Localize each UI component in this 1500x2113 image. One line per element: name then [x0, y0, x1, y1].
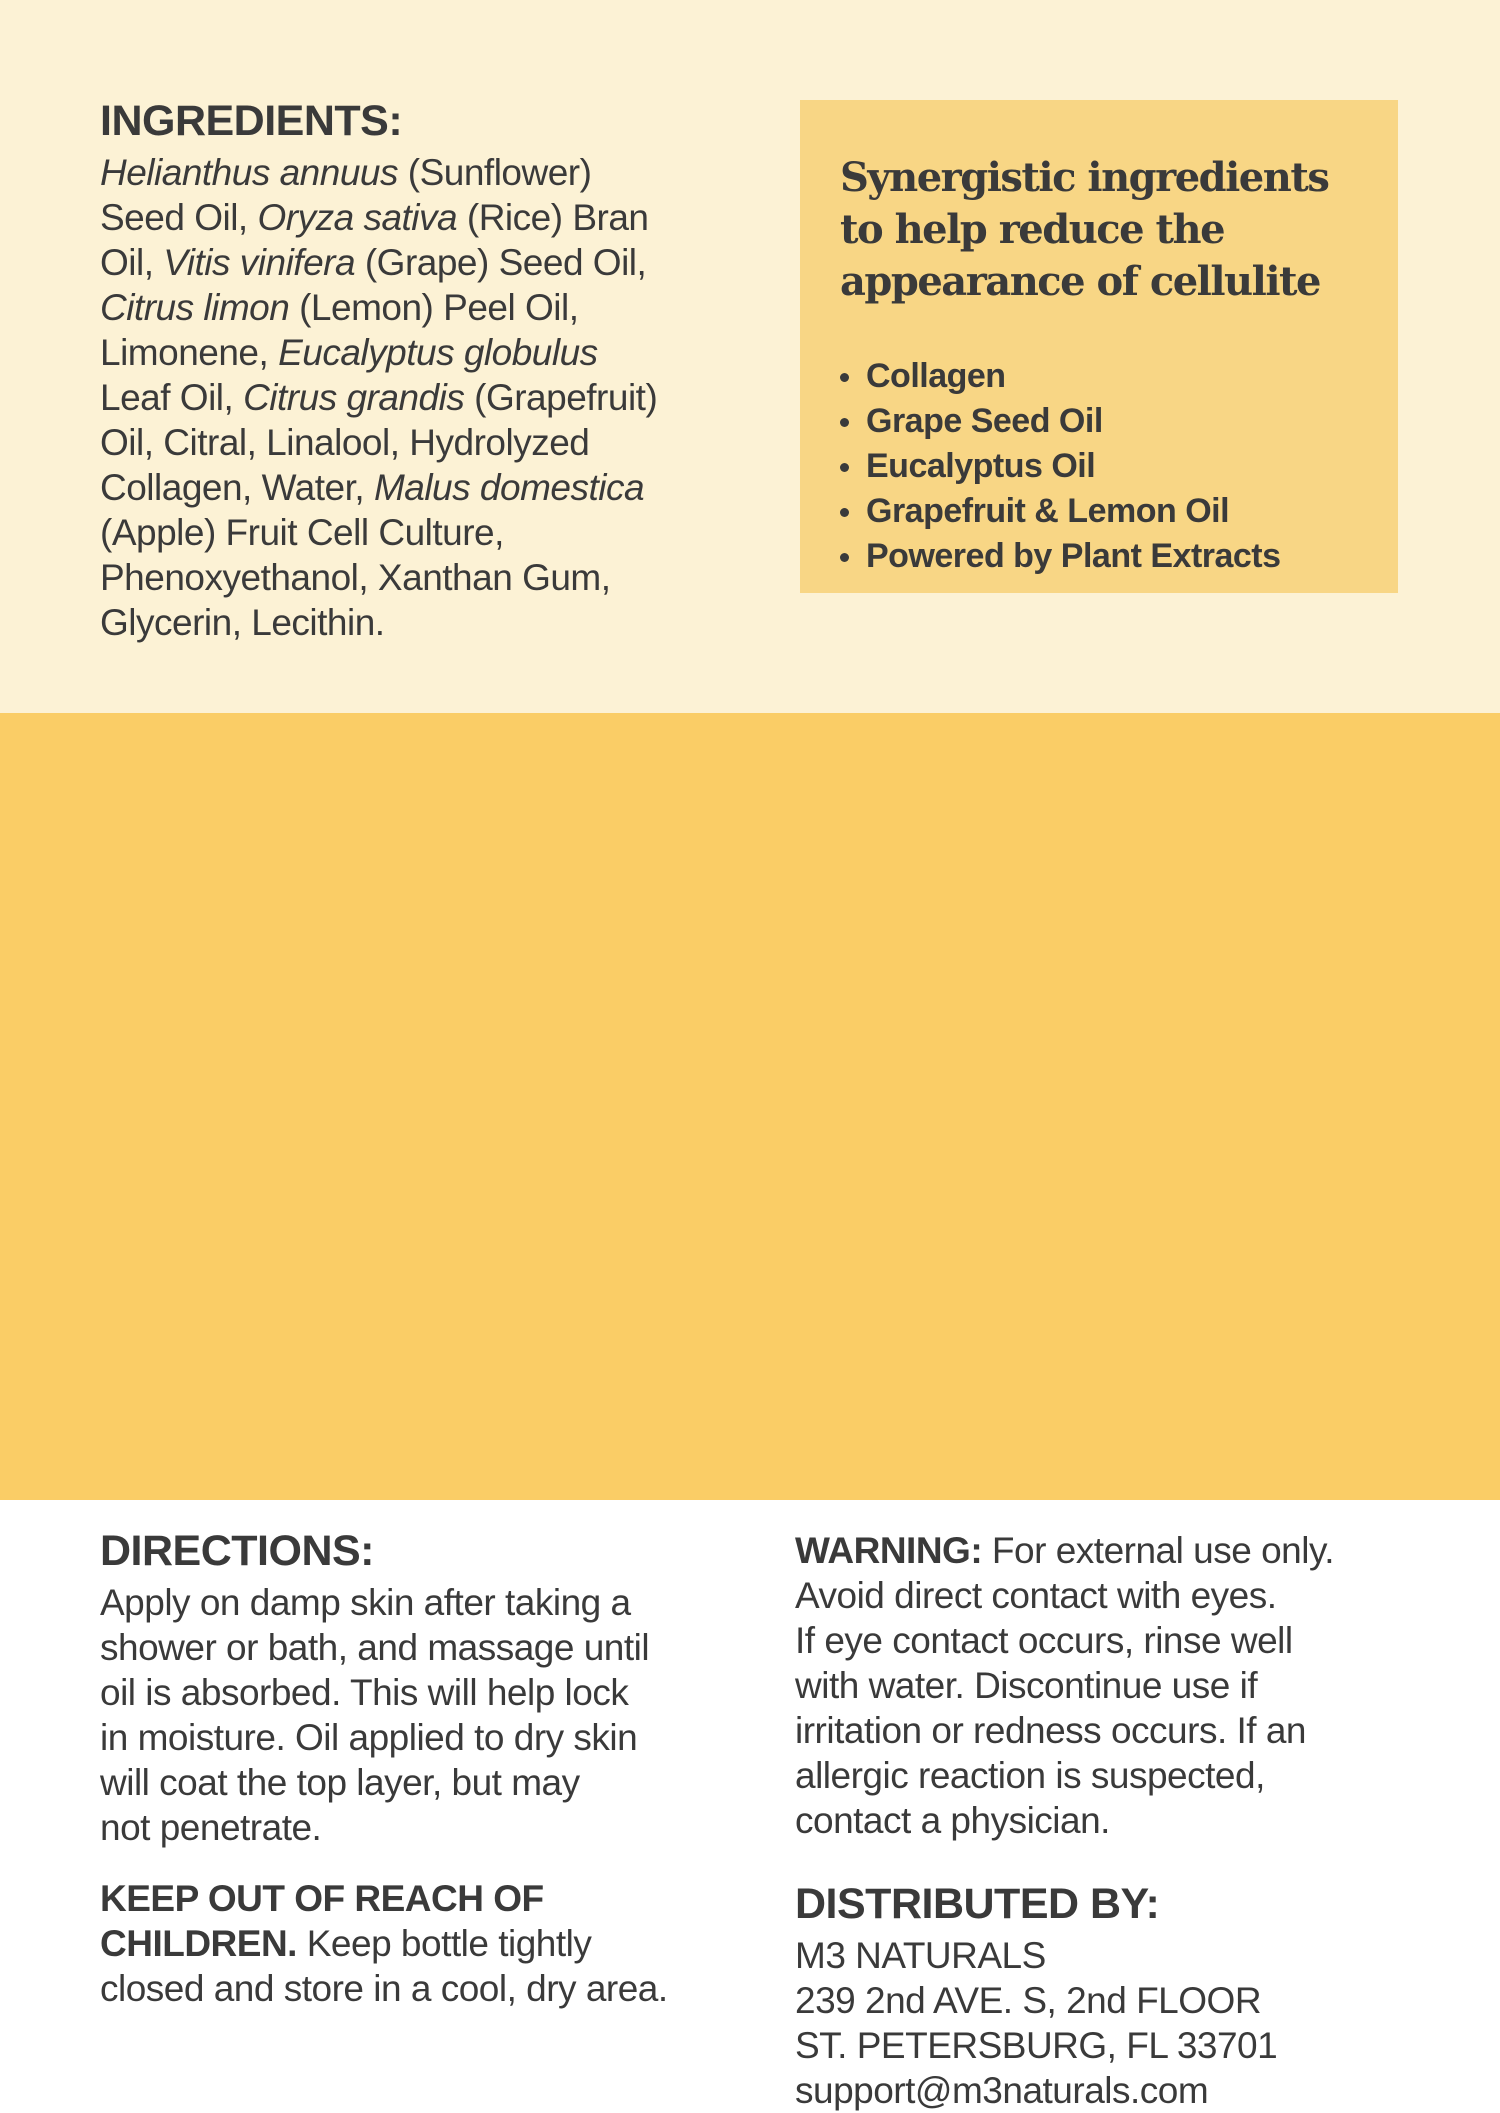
- text-line: Glycerin, Lecithin.: [100, 602, 385, 643]
- text-line: Apply on damp skin after taking a: [100, 1582, 631, 1623]
- text-line: irritation or redness occurs. If an: [795, 1710, 1306, 1751]
- text-line: contact a physician.: [795, 1800, 1110, 1841]
- bullet-label: Eucalyptus Oil: [866, 447, 1096, 485]
- distributed-text: [795, 1933, 1475, 2113]
- bullet-dot-icon: [840, 373, 849, 382]
- ingredients-heading: INGREDIENTS:: [100, 97, 403, 145]
- text-line: in moisture. Oil applied to dry skin: [100, 1717, 638, 1758]
- bullet-label: Grape Seed Oil: [866, 402, 1103, 440]
- text-line: not penetrate.: [100, 1807, 322, 1848]
- label-bottom-section: [0, 713, 1500, 2111]
- text-line: shower or bath, and massage until: [100, 1627, 650, 1668]
- bullet-item: [840, 354, 1358, 399]
- bullet-dot-icon: [840, 508, 849, 517]
- directions-heading: DIRECTIONS:: [100, 1527, 374, 1575]
- text-line: support@m3naturals.com: [795, 2070, 1209, 2111]
- bullet-dot-icon: [840, 553, 849, 562]
- text-line: WARNING: For external use only.: [795, 1530, 1334, 1571]
- bullet-label: Collagen: [866, 357, 1006, 395]
- text-line: Collagen, Water, Malus domestica: [100, 467, 645, 508]
- ingredients-section: [100, 98, 760, 645]
- keep-out-text: [100, 1876, 800, 2011]
- text-line: Phenoxyethanol, Xanthan Gum,: [100, 557, 611, 598]
- bullet-dot-icon: [840, 463, 849, 472]
- text-line: closed and store in a cool, dry area.: [100, 1968, 668, 2009]
- benefits-heading: [840, 152, 1358, 308]
- text-line: Helianthus annuus (Sunflower): [100, 152, 592, 193]
- label-top-section: [0, 0, 1500, 713]
- text-line: Oil, Citral, Linalool, Hydrolyzed: [100, 422, 590, 463]
- directions-section: [100, 1528, 780, 1850]
- bullet-dot-icon: [840, 418, 849, 427]
- text-line: appearance of cellulite: [840, 258, 1320, 305]
- bullet-item: [840, 489, 1358, 534]
- text-line: ST. PETERSBURG, FL 33701: [795, 2025, 1278, 2066]
- bullet-item: [840, 444, 1358, 489]
- text-line: to help reduce the: [840, 206, 1225, 253]
- bullet-item: [840, 534, 1358, 579]
- text-line: (Apple) Fruit Cell Culture,: [100, 512, 504, 553]
- text-line: KEEP OUT OF REACH OF: [100, 1878, 544, 1919]
- text-line: Seed Oil, Oryza sativa (Rice) Bran: [100, 197, 649, 238]
- warning-section: [795, 1528, 1475, 1843]
- bullet-label: Powered by Plant Extracts: [866, 537, 1281, 575]
- text-line: allergic reaction is suspected,: [795, 1755, 1265, 1796]
- keep-out-of-reach-section: [100, 1876, 800, 2011]
- directions-text: [100, 1580, 780, 1850]
- text-line: Limonene, Eucalyptus globulus: [100, 332, 598, 373]
- text-line: If eye contact occurs, rinse well: [795, 1620, 1293, 1661]
- benefits-box: [800, 100, 1398, 593]
- benefits-bullet-list: [840, 354, 1358, 579]
- text-line: with water. Discontinue use if: [795, 1665, 1258, 1706]
- text-line: Leaf Oil, Citrus grandis (Grapefruit): [100, 377, 658, 418]
- text-line: Avoid direct contact with eyes.: [795, 1575, 1277, 1616]
- text-line: M3 NATURALS: [795, 1935, 1046, 1976]
- ingredients-text: [100, 150, 760, 645]
- text-line: will coat the top layer, but may: [100, 1762, 580, 1803]
- text-line: Synergistic ingredients: [840, 154, 1329, 201]
- bullet-label: Grapefruit & Lemon Oil: [866, 492, 1230, 530]
- text-line: 239 2nd AVE. S, 2nd FLOOR: [795, 1980, 1262, 2021]
- text-line: Citrus limon (Lemon) Peel Oil,: [100, 287, 579, 328]
- text-line: CHILDREN. Keep bottle tightly: [100, 1923, 592, 1964]
- distributed-by-section: [795, 1881, 1475, 2113]
- warning-text: [795, 1528, 1475, 1843]
- text-line: Oil, Vitis vinifera (Grape) Seed Oil,: [100, 242, 647, 283]
- text-line: oil is absorbed. This will help lock: [100, 1672, 629, 1713]
- distributed-heading: DISTRIBUTED BY:: [795, 1880, 1160, 1928]
- bullet-item: [840, 399, 1358, 444]
